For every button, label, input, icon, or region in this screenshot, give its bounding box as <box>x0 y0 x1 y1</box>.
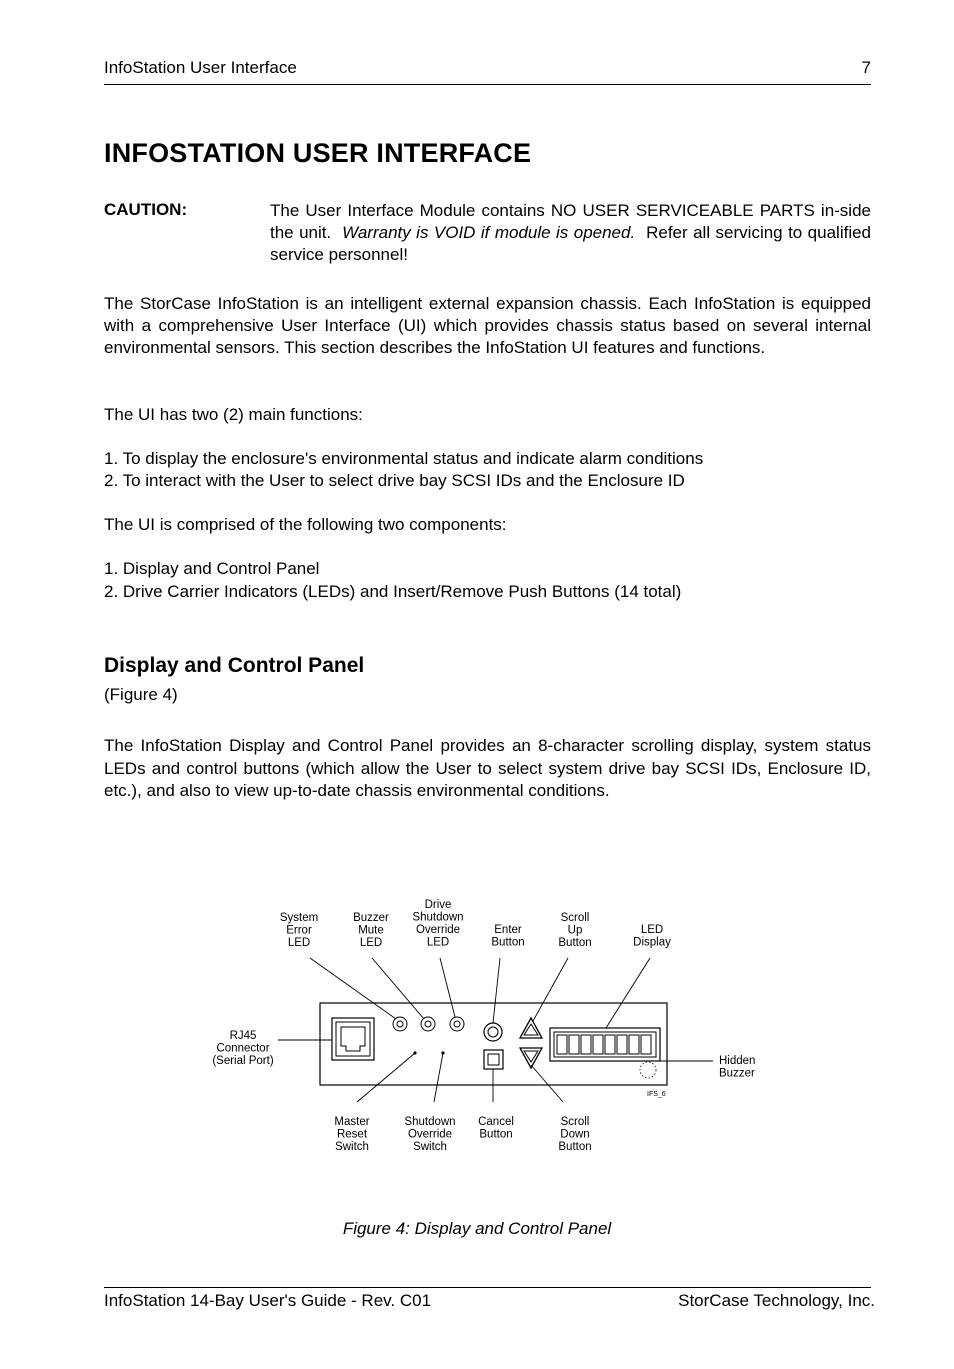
label-cancel-button: Cancel Button <box>478 1116 514 1141</box>
label-scroll-up-button: Scroll Up Button <box>558 912 592 949</box>
leader-lines <box>278 958 713 1102</box>
label-drive-shutdown-override-led: Drive Shutdown Override LED <box>412 899 464 949</box>
label-shutdown-override-switch: Shutdown Override Switch <box>404 1116 456 1153</box>
label-scroll-down-button: Scroll Down Button <box>558 1116 592 1153</box>
system-error-led <box>393 1017 407 1031</box>
intro-paragraph: The StorCase InfoStation is an intelligent external expansion chassis. Each InfoStation is equipped with a comprehensive User Interface (UI) which provides chassis status based on several internal environmental sensors. This section describes the InfoStation UI features and functions. <box>104 294 871 357</box>
page-footer <box>104 1287 875 1310</box>
led-display-characters <box>557 1035 651 1054</box>
label-buzzer-mute-led: Buzzer Mute LED <box>353 912 389 949</box>
hidden-buzzer <box>640 1062 656 1078</box>
figure-code: IFS_6 <box>647 1091 666 1098</box>
caution-text-part-1: The User Interface Module contains NO USER SERVICEABLE PARTS in-side the unit. <box>270 201 871 242</box>
rj45-connector <box>332 1018 374 1060</box>
page-number: 7 <box>861 58 871 77</box>
label-master-reset-switch: Master Reset Switch <box>334 1116 370 1153</box>
cancel-button[interactable] <box>484 1050 503 1069</box>
functions-list-item: 1. To display the enclosure's environmental status and indicate alarm conditions <box>104 449 704 468</box>
label-system-error-led: System Error LED <box>279 912 319 949</box>
section-heading: Display and Control Panel <box>104 654 365 677</box>
components-list-item: 2. Drive Carrier Indicators (LEDs) and Insert/Remove Push Buttons (14 total) <box>104 582 682 601</box>
components-list-item: 1. Display and Control Panel <box>104 559 320 578</box>
page-title: INFOSTATION USER INTERFACE <box>104 138 532 168</box>
footer-document-title: InfoStation 14-Bay User's Guide - Rev. C01 <box>104 1291 432 1310</box>
components-intro: The UI is comprised of the following two components: <box>104 515 507 534</box>
figure-caption: Figure 4: Display and Control Panel <box>342 1219 612 1238</box>
drive-shutdown-override-led <box>450 1017 464 1031</box>
system-error-led-lens <box>397 1021 403 1027</box>
section-body: The InfoStation Display and Control Panel provides an 8-character scrolling display, system status LEDs and control buttons (which allow the User to select system drive bay SCSI IDs, Enclosure ID, etc.), and also to view up-to-date chassis environmental conditions. <box>104 736 871 800</box>
label-hidden-buzzer: Hidden Buzzer <box>719 1055 756 1080</box>
label-rj45-connector: RJ45 Connector (Serial Port) <box>212 1030 274 1067</box>
control-panel-diagram <box>180 880 800 1180</box>
scroll-up-button[interactable] <box>520 1018 542 1038</box>
caution-text <box>270 200 871 266</box>
label-enter-button: Enter Button <box>491 924 525 949</box>
functions-intro: The UI has two (2) main functions: <box>104 405 363 424</box>
label-led-display: LED Display <box>633 924 671 949</box>
caution-label: CAUTION: <box>104 200 188 219</box>
page-header <box>104 58 871 85</box>
caution-text-part-2: Refer all servicing to qualified service personnel! <box>270 223 872 264</box>
header-title: InfoStation User Interface <box>104 58 297 77</box>
buzzer-mute-led-lens <box>425 1021 431 1027</box>
enter-button[interactable] <box>484 1023 502 1041</box>
figure-reference: (Figure 4) <box>104 685 178 704</box>
caution-warranty-note: Warranty is VOID if module is opened. <box>342 223 636 242</box>
buzzer-mute-led <box>421 1017 435 1031</box>
functions-list-item: 2. To interact with the User to select drive bay SCSI IDs and the Enclosure ID <box>104 471 685 490</box>
drive-shutdown-override-led-lens <box>454 1021 460 1027</box>
footer-company: StorCase Technology, Inc. <box>678 1291 875 1310</box>
